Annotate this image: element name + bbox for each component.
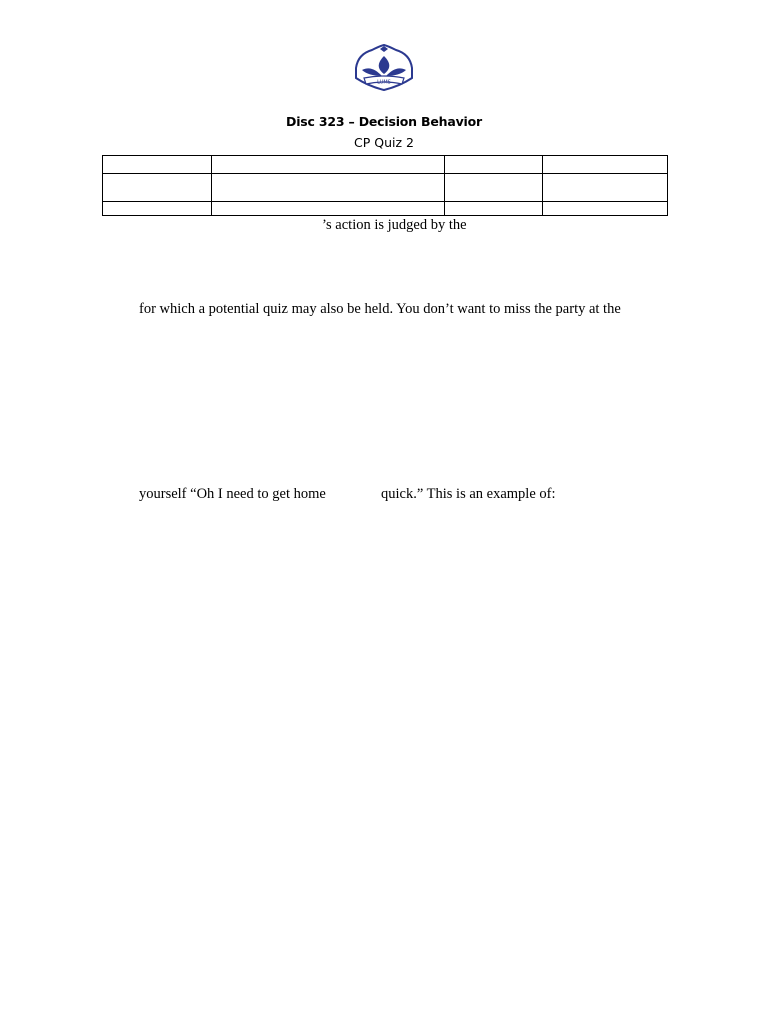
quiz-title: CP Quiz 2	[354, 135, 414, 150]
table-cell	[445, 174, 543, 202]
lums-logo	[352, 44, 416, 92]
logo-wing-right	[386, 68, 406, 76]
table-cell	[103, 174, 212, 202]
logo-central-motif	[379, 56, 390, 74]
table-row	[103, 202, 668, 216]
table-cell	[543, 202, 668, 216]
table-cell	[103, 156, 212, 174]
table-cell	[543, 174, 668, 202]
student-info-table	[102, 155, 668, 216]
table-cell	[212, 156, 445, 174]
table-cell	[445, 202, 543, 216]
table-cell	[212, 174, 445, 202]
table-row	[103, 174, 668, 202]
table-cell	[543, 156, 668, 174]
course-title: Disc 323 – Decision Behavior	[286, 114, 482, 129]
table-cell	[445, 156, 543, 174]
question-text-line-2: for which a potential quiz may also be held. You don’t want to miss the party at the	[139, 301, 621, 317]
table-cell	[103, 202, 212, 216]
question-text-line-1: ’s action is judged by the	[322, 217, 467, 233]
logo-text: LUMS	[377, 79, 391, 86]
logo-wing-left	[362, 68, 382, 76]
table-cell	[212, 202, 445, 216]
table-row	[103, 156, 668, 174]
question-text-line-3b: quick.” This is an example of:	[381, 486, 556, 502]
question-text-line-3a: yourself “Oh I need to get home	[139, 486, 326, 502]
